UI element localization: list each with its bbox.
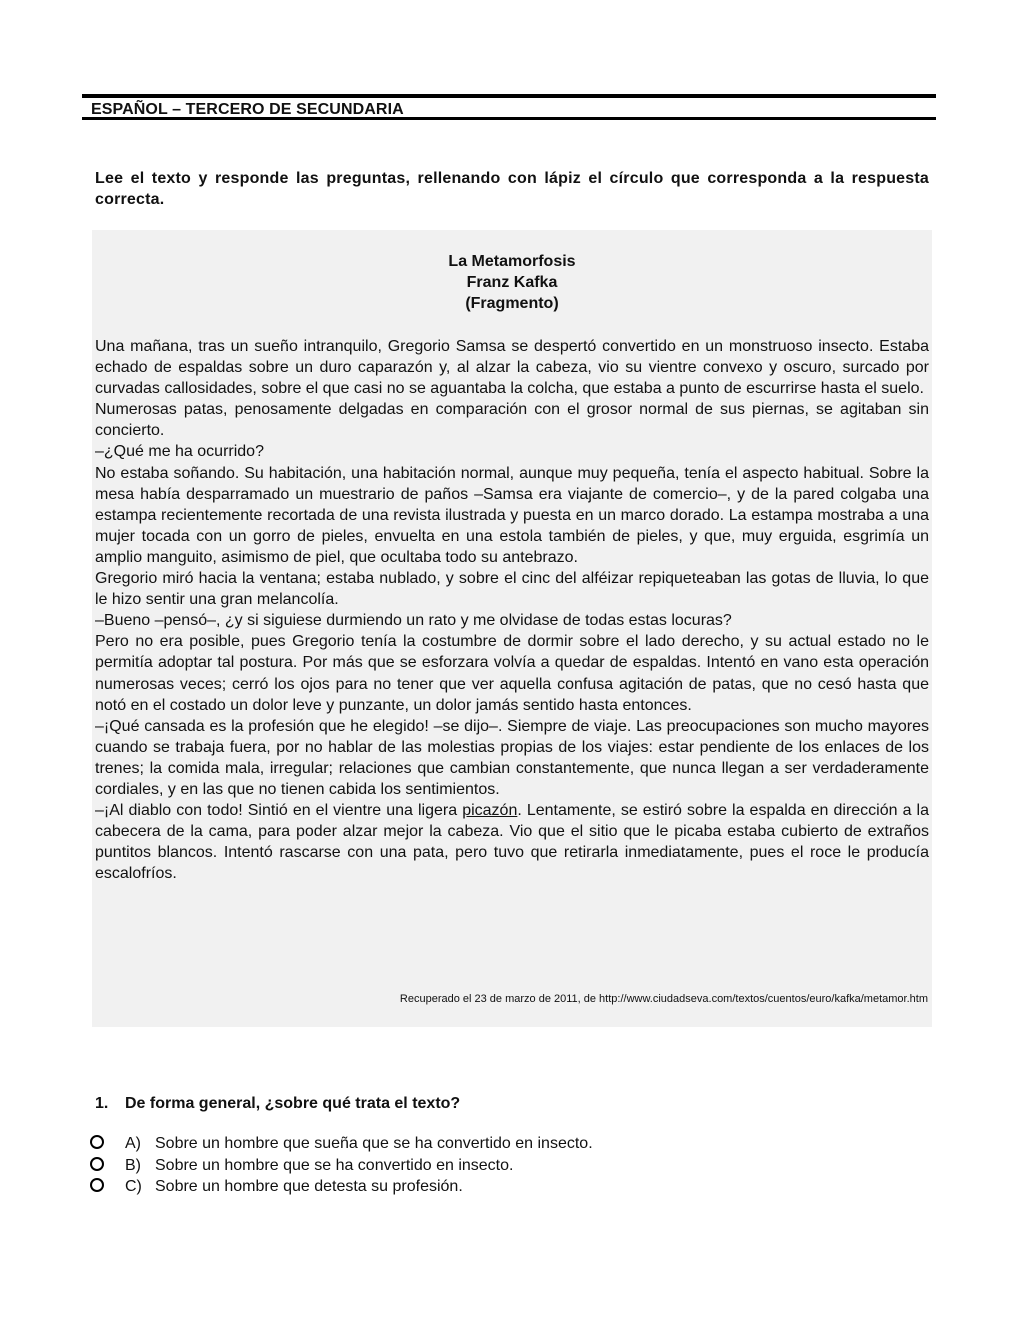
reading-passage-box bbox=[92, 230, 932, 1027]
paragraph: –Bueno –pensó–, ¿y si siguiese durmiendo un rato y me olvidase de todas estas locuras? bbox=[95, 612, 732, 630]
option-text: Sobre un hombre que se ha convertido en insecto. bbox=[155, 1156, 514, 1174]
reading-author: Franz Kafka bbox=[466, 274, 558, 291]
option-letter: C) bbox=[125, 1178, 142, 1195]
answer-option-a[interactable] bbox=[90, 1133, 790, 1155]
instructions: Lee el texto y responde las preguntas, rellenando con lápiz el círculo que corresponda a la respuesta correcta. bbox=[95, 170, 929, 208]
radio-circle-icon[interactable] bbox=[90, 1178, 104, 1192]
paragraph: Pero no era posible, pues Gregorio tenía la costumbre de dormir sobre el lado derecho, y su actual estado no le permitía adoptar tal postura. Por más que se esforzara volvía a quedar de espaldas. Intentó en vano esta operación numerosas veces; cerró los ojos para no tener que ver aquella confusa agitación de patas, que no cesó hasta que notó en el costado un dolor leve y punzante, un dolor jamás sentido hasta entonces. bbox=[95, 633, 929, 714]
radio-circle-icon[interactable] bbox=[90, 1135, 104, 1149]
paragraph: Gregorio miró hacia la ventana; estaba nublado, y sobre el cinc del alféizar repiqueteaban las gotas de lluvia, lo que le hizo sentir una gran melancolía. bbox=[95, 570, 929, 609]
paragraph: –¡Qué cansada es la profesión que he elegido! –se dijo–. Siempre de viaje. Las preocupaciones son mucho mayores cuando se trabaja fuera, por no hablar de las molestias propias de los viajes: estar pendiente de los enlaces de los trenes; la comida mala, irregular; relaciones que cambian constantemente, que nunca llegan a ser verdaderamente cordiales, y en las que no tienen cabida los sentimientos. bbox=[95, 717, 929, 798]
paragraph bbox=[95, 800, 929, 884]
reading-note: (Fragmento) bbox=[465, 295, 559, 312]
question-1 bbox=[95, 1093, 460, 1114]
option-letter: A) bbox=[125, 1135, 141, 1152]
paragraph-text: . Lentamente, se estiró sobre la espalda en dirección a la cabecera de la cama, para poder alzar mejor la cabeza. Vio que el sitio que le picaba estaba cubierto de extraños puntitos blancos. Intentó rascarse con una pata, pero tuvo que retirarla inmediatamente, pues el roce le producía escalofríos. bbox=[95, 802, 929, 883]
page-title: ESPAÑOL – TERCERO DE SECUNDARIA bbox=[91, 101, 404, 118]
option-text: Sobre un hombre que sueña que se ha convertido en insecto. bbox=[155, 1135, 593, 1152]
reading-text bbox=[95, 336, 929, 884]
paragraph: No estaba soñando. Su habitación, una habitación normal, aunque muy pequeña, tenía el aspecto habitual. Sobre la mesa había desparramado un muestrario de paños –Samsa era viajante de comercio–, y de la pared colgaba una estampa recientemente recortada de una revista ilustrada y puesta en un marco dorado. La estampa mostraba a una mujer tocada con un gorro de pieles, envuelta en una estola también de pieles, y que, muy erguida, esgrimía un amplio manguito, asimismo de piel, que ocultaba todo su antebrazo. bbox=[95, 464, 929, 566]
reading-heading bbox=[92, 251, 932, 314]
paragraph: –¿Qué me ha ocurrido? bbox=[95, 443, 264, 461]
reading-title: La Metamorfosis bbox=[448, 253, 576, 270]
paragraph-text: –¡Al diablo con todo! Sintió en el vientre una ligera bbox=[95, 802, 463, 820]
header-band bbox=[82, 94, 936, 120]
answer-option-b[interactable] bbox=[90, 1155, 790, 1177]
paragraph: Una mañana, tras un sueño intranquilo, Gregorio Samsa se despertó convertido en un monstruoso insecto. Estaba echado de espaldas sobre un duro caparazón y, al alzar la cabeza, vio su vientre convexo y oscuro, surcado por curvadas callosidades, sobre el que casi no se aguantaba la colcha, que estaba a punto de escurrirse hasta el suelo. bbox=[95, 338, 929, 398]
question-text: De forma general, ¿sobre qué trata el texto? bbox=[125, 1095, 461, 1112]
option-letter: B) bbox=[125, 1156, 141, 1174]
source-citation: Recuperado el 23 de marzo de 2011, de http://www.ciudadseva.com/textos/cuentos/euro/kafka/metamor.htm bbox=[399, 993, 928, 1005]
radio-circle-icon[interactable] bbox=[90, 1157, 104, 1171]
option-text: Sobre un hombre que detesta su profesión. bbox=[155, 1178, 463, 1195]
underlined-word: picazón bbox=[462, 802, 518, 820]
answer-option-c[interactable] bbox=[90, 1176, 790, 1198]
paragraph: Numerosas patas, penosamente delgadas en comparación con el grosor normal de sus piernas, se agitaban sin concierto. bbox=[95, 401, 929, 440]
answer-options bbox=[90, 1133, 790, 1198]
question-number: 1. bbox=[95, 1095, 109, 1112]
